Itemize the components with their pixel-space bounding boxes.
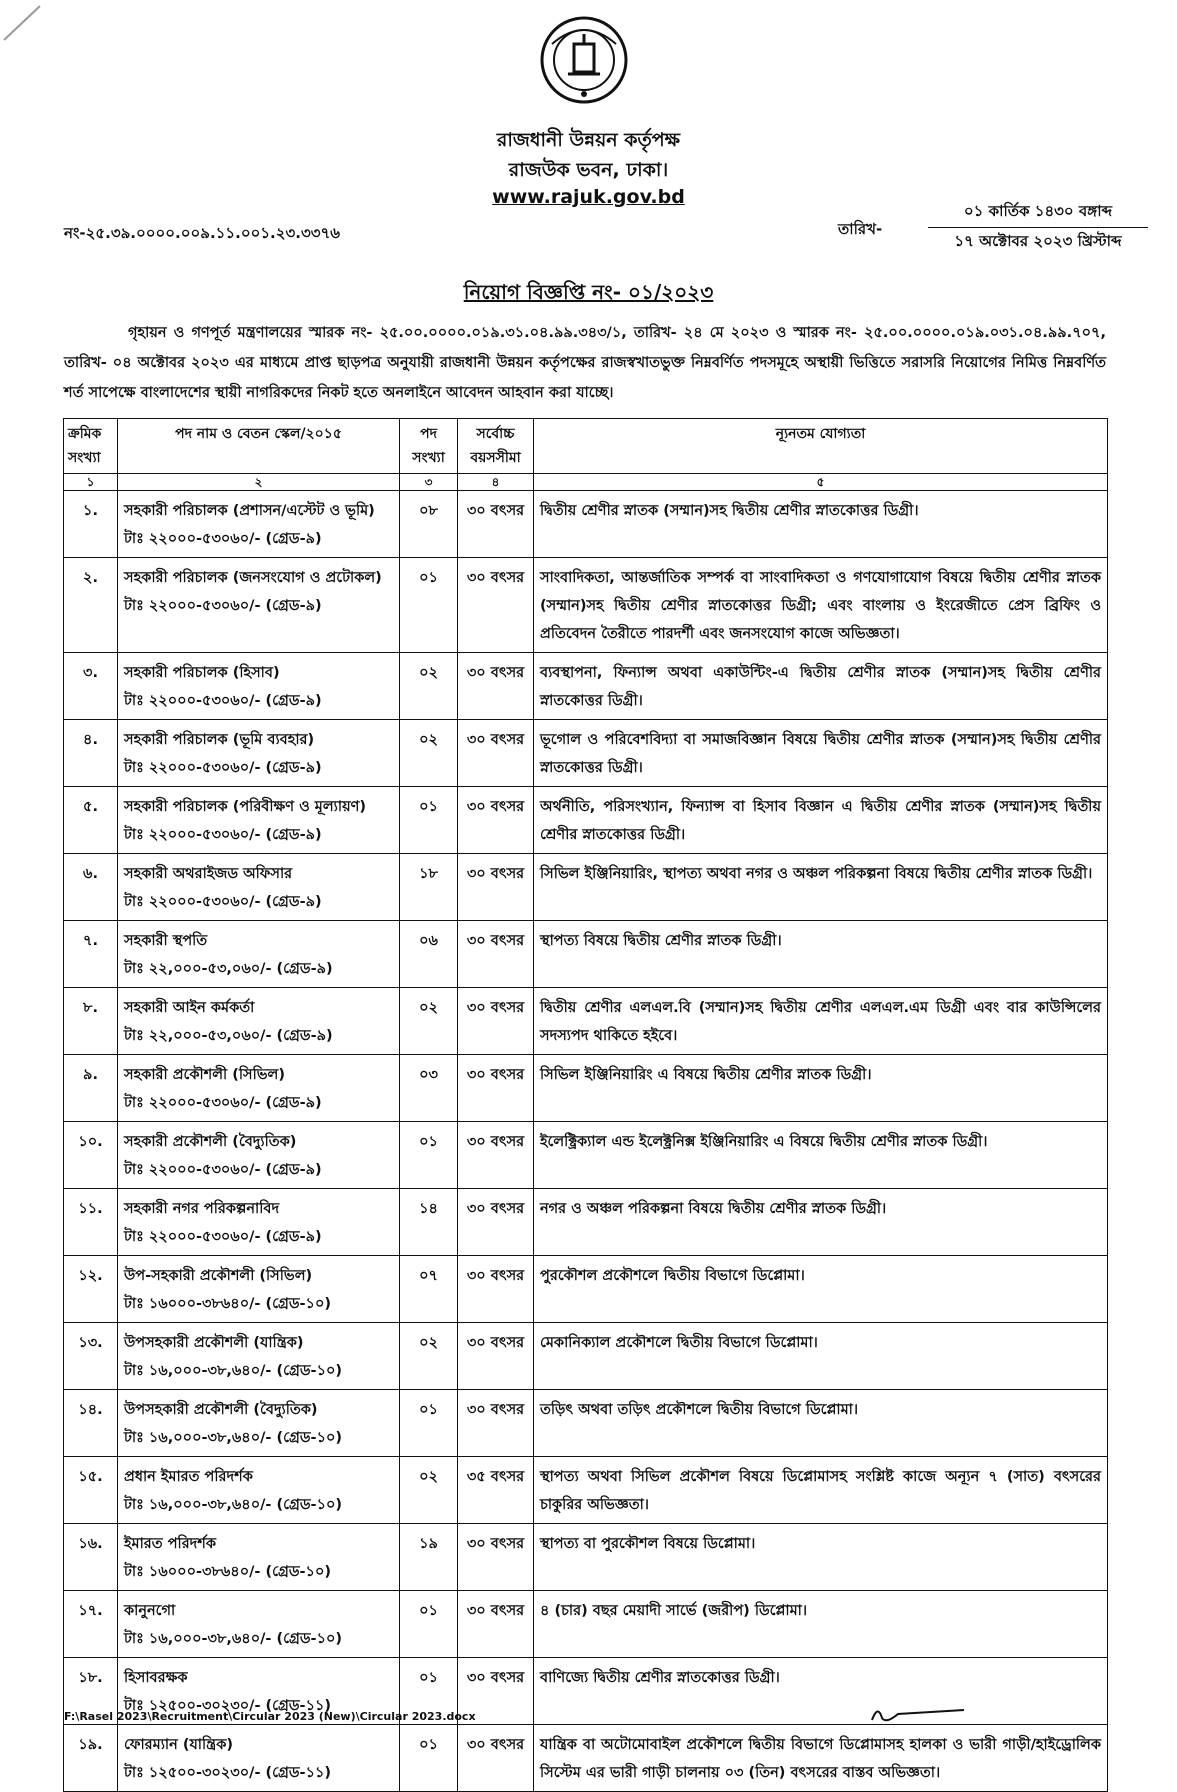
pen-mark — [0, 0, 48, 48]
row-qualification: মেকানিক্যাল প্রকৌশলে দ্বিতীয় বিভাগে ডিপ্লোমা। — [534, 1323, 1108, 1390]
memo-number: নং-২৫.৩৯.০০০০.০০৯.১১.০০১.২৩.৩৩৭৬ — [64, 224, 340, 242]
row-post-name: সহকারী প্রকৌশলী (সিভিল) — [124, 1067, 285, 1083]
table-row — [64, 653, 1108, 720]
row-age-limit: ৩০ বৎসর — [458, 921, 534, 988]
row-pay-scale: টাঃ ২২০০০-৫৩০৬০/- (গ্রেড-৯) — [124, 1229, 322, 1245]
row-post-count: ১৮ — [400, 854, 458, 921]
row-post-count: ০১ — [400, 558, 458, 653]
row-pay-scale: টাঃ ১৬০০০-৩৮৬৪০/- (গ্রেড-১০) — [124, 1564, 332, 1580]
row-serial: ১৩. — [64, 1323, 118, 1390]
table-row — [64, 558, 1108, 653]
file-path: F:\Rasel 2023\Recruitment\Circular 2023 (New)\Circular 2023.docx — [64, 1710, 476, 1723]
row-post-cell — [118, 1591, 400, 1658]
row-post-name: কানুনগো — [124, 1603, 176, 1619]
row-qualification: ভূগোল ও পরিবেশবিদ্যা বা সমাজবিজ্ঞান বিষয়ে দ্বিতীয় শ্রেণীর স্নাতক (সম্মান)সহ দ্বিতীয় শ্রেণীর স্নাতকোত্তর ডিগ্রী। — [534, 720, 1108, 787]
col-number: ২ — [118, 474, 400, 491]
row-post-name: ফোরম্যান (যান্ত্রিক) — [124, 1737, 233, 1753]
row-age-limit: ৩০ বৎসর — [458, 1658, 534, 1725]
row-post-cell — [118, 1256, 400, 1323]
notice-title — [0, 278, 1177, 311]
row-pay-scale: টাঃ ১৬,০০০-৩৮,৬৪০/- (গ্রেড-১০) — [124, 1631, 343, 1647]
row-pay-scale: টাঃ ১৬০০০-৩৮৬৪০/- (গ্রেড-১০) — [124, 1296, 332, 1312]
row-qualification: ইলেক্ট্রিক্যাল এন্ড ইলেক্ট্রনিক্স ইঞ্জিনিয়ারিং এ বিষয়ে দ্বিতীয় শ্রেণীর স্নাতক ডিগ্রী। — [534, 1122, 1108, 1189]
row-post-cell — [118, 787, 400, 854]
row-age-limit: ৩০ বৎসর — [458, 1390, 534, 1457]
row-post-count: ০২ — [400, 1323, 458, 1390]
table-row — [64, 1457, 1108, 1524]
row-age-limit: ৩০ বৎসর — [458, 558, 534, 653]
row-qualification: সাংবাদিকতা, আন্তর্জাতিক সম্পর্ক বা সাংবাদিকতা ও গণযোগাযোগ বিষয়ে দ্বিতীয় শ্রেণীর স্নাতক (সম্মান)সহ দ্বিতীয় শ্রেণীর স্নাতকোত্তর ডিগ্রী; এবং বাংলায় ও ইংরেজীতে প্রেস ব্রিফিং ও প্রতিবেদন তৈরীতে পারদর্শী এবং জনসংযোগ কাজে অভিজ্ঞতা। — [534, 558, 1108, 653]
row-age-limit: ৩০ বৎসর — [458, 720, 534, 787]
signature-mark — [868, 1700, 968, 1726]
rajuk-seal-icon — [538, 14, 630, 106]
table-row — [64, 1256, 1108, 1323]
table-row — [64, 921, 1108, 988]
row-pay-scale: টাঃ ১৬,০০০-৩৮,৬৪০/- (গ্রেড-১০) — [124, 1363, 343, 1379]
header-qualification: ন্যূনতম যোগ্যতা — [534, 419, 1108, 474]
row-age-limit: ৩০ বৎসর — [458, 787, 534, 854]
row-pay-scale: টাঃ ১৬,০০০-৩৮,৬৪০/- (গ্রেড-১০) — [124, 1497, 343, 1513]
header-serial: ক্রমিক সংখ্যা — [64, 419, 118, 474]
row-post-name: সহকারী পরিচালক (পরিবীক্ষণ ও মূল্যায়ণ) — [124, 799, 367, 815]
row-post-count: ০১ — [400, 1658, 458, 1725]
row-post-name: উপসহকারী প্রকৌশলী (যান্ত্রিক) — [124, 1335, 304, 1351]
row-serial: ৪. — [64, 720, 118, 787]
row-post-count: ০২ — [400, 988, 458, 1055]
row-post-name: সহকারী পরিচালক (জনসংযোগ ও প্রটোকল) — [124, 570, 382, 586]
row-pay-scale: টাঃ ২২০০০-৫৩০৬০/- (গ্রেড-৯) — [124, 1162, 322, 1178]
row-post-cell — [118, 720, 400, 787]
table-row — [64, 1323, 1108, 1390]
row-post-count: ০৭ — [400, 1256, 458, 1323]
date-label: তারিখ- — [838, 220, 883, 238]
notice-title-text: নিয়োগ বিজ্ঞপ্তি নং- ০১/২০২৩ — [463, 280, 714, 304]
table-row — [64, 1189, 1108, 1256]
row-serial: ৭. — [64, 921, 118, 988]
org-address: রাজউক ভবন, ঢাকা। — [508, 159, 669, 181]
row-qualification: স্থাপত্য বা পুরকৌশল বিষয়ে ডিপ্লোমা। — [534, 1524, 1108, 1591]
row-pay-scale: টাঃ ২২,০০০-৫৩,০৬০/- (গ্রেড-৯) — [124, 1028, 333, 1044]
row-age-limit: ৩০ বৎসর — [458, 653, 534, 720]
row-post-cell — [118, 988, 400, 1055]
table-row — [64, 854, 1108, 921]
row-qualification: সিভিল ইঞ্জিনিয়ারিং এ বিষয়ে দ্বিতীয় শ্রেণীর স্নাতক ডিগ্রী। — [534, 1055, 1108, 1122]
row-post-cell — [118, 1055, 400, 1122]
row-post-count: ০২ — [400, 653, 458, 720]
row-post-name: সহকারী পরিচালক (হিসাব) — [124, 665, 280, 681]
row-pay-scale: টাঃ ২২০০০-৫৩০৬০/- (গ্রেড-৯) — [124, 894, 322, 910]
row-post-count: ০৩ — [400, 1055, 458, 1122]
row-qualification: বাণিজ্যে দ্বিতীয় শ্রেণীর স্নাতকোত্তর ডিগ্রী। — [534, 1658, 1108, 1725]
row-post-name: উপ-সহকারী প্রকৌশলী (সিভিল) — [124, 1268, 313, 1284]
row-serial: ২. — [64, 558, 118, 653]
row-age-limit: ৩০ বৎসর — [458, 1189, 534, 1256]
website-link[interactable]: www.rajuk.gov.bd — [492, 186, 685, 208]
row-post-cell — [118, 653, 400, 720]
row-post-count: ০১ — [400, 1725, 458, 1792]
row-pay-scale: টাঃ ১৬,০০০-৩৮,৬৪০/- (গ্রেড-১০) — [124, 1430, 343, 1446]
col-number: ৪ — [458, 474, 534, 491]
row-post-cell — [118, 1457, 400, 1524]
row-qualification: পুরকৌশল প্রকৌশলে দ্বিতীয় বিভাগে ডিপ্লোমা। — [534, 1256, 1108, 1323]
row-serial: ১৬. — [64, 1524, 118, 1591]
row-age-limit: ৩০ বৎসর — [458, 988, 534, 1055]
row-qualification: দ্বিতীয় শ্রেণীর স্নাতক (সম্মান)সহ দ্বিতীয় শ্রেণীর স্নাতকোত্তর ডিগ্রী। — [534, 491, 1108, 558]
row-post-name: সহকারী নগর পরিকল্পনাবিদ — [124, 1201, 280, 1217]
row-post-name: উপসহকারী প্রকৌশলী (বৈদ্যুতিক) — [124, 1402, 318, 1418]
row-qualification: তড়িৎ অথবা তড়িৎ প্রকৌশলে দ্বিতীয় বিভাগে ডিপ্লোমা। — [534, 1390, 1108, 1457]
row-serial: ১২. — [64, 1256, 118, 1323]
row-post-name: সহকারী অথরাইজড অফিসার — [124, 866, 293, 882]
row-post-name: হিসাবরক্ষক — [124, 1670, 188, 1686]
row-age-limit: ৩০ বৎসর — [458, 1524, 534, 1591]
row-qualification: নগর ও অঞ্চল পরিকল্পনা বিষয়ে দ্বিতীয় শ্রেণীর স্নাতক ডিগ্রী। — [534, 1189, 1108, 1256]
row-post-cell — [118, 1390, 400, 1457]
row-post-count: ০৮ — [400, 491, 458, 558]
row-pay-scale: টাঃ ১২৫০০-৩০২৩০/- (গ্রেড-১১) — [124, 1698, 332, 1714]
table-row — [64, 720, 1108, 787]
row-post-count: ১৯ — [400, 1524, 458, 1591]
row-post-count: ০১ — [400, 787, 458, 854]
row-post-cell — [118, 854, 400, 921]
table-row — [64, 1591, 1108, 1658]
date-bangla: ০১ কার্তিক ১৪৩০ বঙ্গাব্দ — [928, 200, 1148, 228]
row-post-name: সহকারী পরিচালক (ভূমি ব্যবহার) — [124, 732, 315, 748]
table-row — [64, 491, 1108, 558]
table-row — [64, 1055, 1108, 1122]
row-post-name: প্রধান ইমারত পরিদর্শক — [124, 1469, 253, 1485]
row-serial: ৯. — [64, 1055, 118, 1122]
row-serial: ১৪. — [64, 1390, 118, 1457]
row-qualification: স্থাপত্য অথবা সিভিল প্রকৌশল বিষয়ে ডিপ্লোমাসহ সংশ্লিষ্ট কাজে অন্যূন ৭ (সাত) বৎসরের চাকুরির অভিজ্ঞতা। — [534, 1457, 1108, 1524]
row-post-name: সহকারী পরিচালক (প্রশাসন/এস্টেট ও ভূমি) — [124, 503, 375, 519]
row-qualification: অর্থনীতি, পরিসংখ্যান, ফিন্যান্স বা হিসাব বিজ্ঞান এ দ্বিতীয় শ্রেণীর স্নাতক (সম্মান)সহ দ্বিতীয় শ্রেণীর স্নাতকোত্তর ডিগ্রী। — [534, 787, 1108, 854]
intro-text: গৃহায়ন ও গণপূর্ত মন্ত্রণালয়ের স্মারক নং- ২৫.০০.০০০০.০১৯.৩১.০৪.৯৯.৩৪৩/১, তারিখ- ২৪ মে ২০২৩ ও স্মারক নং- ২৫.০০.০০০০.০১৯.০৩১.০৪.৯৯.৭০৭, তারিখ- ০৪ অক্টোবর ২০২৩ এর মাধ্যমে প্রাপ্ত ছাড়পত্র অনুযায়ী রাজধানী উন্নয়ন কর্তৃপক্ষের রাজস্বখাতভুক্ত নিম্নবর্ণিত পদসমূহে অস্থায়ী ভিত্তিতে সরাসরি নিয়োগের নিমিত্ত নিম্নবর্ণিত শর্ত সাপেক্ষে বাংলাদেশের স্থায়ী নাগরিকদের নিকট হতে অনলাইনে আবেদন আহবান করা যাচ্ছে। — [64, 325, 1106, 401]
row-qualification: ব্যবস্থাপনা, ফিন্যান্স অথবা একাউন্টিং-এ দ্বিতীয় শ্রেণীর স্নাতক (সম্মান)সহ দ্বিতীয় শ্রেণীর স্নাতকোত্তর ডিগ্রী। — [534, 653, 1108, 720]
row-age-limit: ৩০ বৎসর — [458, 854, 534, 921]
row-post-cell — [118, 1725, 400, 1792]
row-post-name: সহকারী আইন কর্মকর্তা — [124, 1000, 255, 1016]
row-post-count: ০১ — [400, 1122, 458, 1189]
intro-paragraph — [64, 318, 1106, 408]
row-post-name: সহকারী প্রকৌশলী (বৈদ্যুতিক) — [124, 1134, 297, 1150]
row-post-count: ০৬ — [400, 921, 458, 988]
org-name: রাজধানী উন্নয়ন কর্তৃপক্ষ — [496, 129, 681, 151]
row-serial: ৬. — [64, 854, 118, 921]
row-post-count: ০১ — [400, 1390, 458, 1457]
row-post-cell — [118, 921, 400, 988]
row-post-cell — [118, 1189, 400, 1256]
vacancy-table — [63, 418, 1108, 1792]
row-age-limit: ৩০ বৎসর — [458, 1725, 534, 1792]
row-post-cell — [118, 558, 400, 653]
row-serial: ১৫. — [64, 1457, 118, 1524]
table-row — [64, 1122, 1108, 1189]
row-qualification: যান্ত্রিক বা অটোমোবাইল প্রকৌশলে দ্বিতীয় বিভাগে ডিপ্লোমাসহ হালকা ও ভারী গাড়ী/হাইড্রোলিক সিস্টেম এর ভারী গাড়ী চালনায় ০৩ (তিন) বৎসরের বাস্তব অভিজ্ঞতা। — [534, 1725, 1108, 1792]
row-serial: ১. — [64, 491, 118, 558]
row-serial: ১৭. — [64, 1591, 118, 1658]
row-post-cell — [118, 1524, 400, 1591]
date-block — [838, 200, 1148, 260]
column-number-row — [64, 474, 1108, 491]
row-post-name: সহকারী স্থপতি — [124, 933, 208, 949]
row-age-limit: ৩০ বৎসর — [458, 1055, 534, 1122]
row-serial: ৮. — [64, 988, 118, 1055]
row-serial: ১৮. — [64, 1658, 118, 1725]
row-age-limit: ৩৫ বৎসর — [458, 1457, 534, 1524]
row-age-limit: ৩০ বৎসর — [458, 1591, 534, 1658]
row-post-count: ১৪ — [400, 1189, 458, 1256]
date-english: ১৭ অক্টোবর ২০২৩ খ্রিস্টাব্দ — [954, 232, 1122, 250]
row-post-count: ০২ — [400, 720, 458, 787]
row-post-count: ০২ — [400, 1457, 458, 1524]
row-serial: ১৯. — [64, 1725, 118, 1792]
col-number: ৫ — [534, 474, 1108, 491]
row-pay-scale: টাঃ ২২০০০-৫৩০৬০/- (গ্রেড-৯) — [124, 693, 322, 709]
table-row — [64, 988, 1108, 1055]
row-age-limit: ৩০ বৎসর — [458, 1122, 534, 1189]
row-post-cell — [118, 491, 400, 558]
row-serial: ১১. — [64, 1189, 118, 1256]
row-pay-scale: টাঃ ২২০০০-৫৩০৬০/- (গ্রেড-৯) — [124, 827, 322, 843]
row-serial: ৫. — [64, 787, 118, 854]
row-serial: ৩. — [64, 653, 118, 720]
row-pay-scale: টাঃ ১২৫০০-৩০২৩০/- (গ্রেড-১১) — [124, 1765, 332, 1781]
row-post-cell — [118, 1122, 400, 1189]
row-post-name: ইমারত পরিদর্শক — [124, 1536, 217, 1552]
row-serial: ১০. — [64, 1122, 118, 1189]
row-qualification: ৪ (চার) বছর মেয়াদী সার্ভে (জরীপ) ডিপ্লোমা। — [534, 1591, 1108, 1658]
table-header-row — [64, 419, 1108, 474]
row-qualification: স্থাপত্য বিষয়ে দ্বিতীয় শ্রেণীর স্নাতক ডিগ্রী। — [534, 921, 1108, 988]
row-post-count: ০১ — [400, 1591, 458, 1658]
row-pay-scale: টাঃ ২২,০০০-৫৩,০৬০/- (গ্রেড-৯) — [124, 961, 333, 977]
row-post-cell — [118, 1323, 400, 1390]
header-age: সর্বোচ্চ বয়সসীমা — [458, 419, 534, 474]
row-pay-scale: টাঃ ২২০০০-৫৩০৬০/- (গ্রেড-৯) — [124, 531, 322, 547]
row-age-limit: ৩০ বৎসর — [458, 1323, 534, 1390]
col-number: ৩ — [400, 474, 458, 491]
row-pay-scale: টাঃ ২২০০০-৫৩০৬০/- (গ্রেড-৯) — [124, 1095, 322, 1111]
row-qualification: সিভিল ইঞ্জিনিয়ারিং, স্থাপত্য অথবা নগর ও অঞ্চল পরিকল্পনা বিষয়ে দ্বিতীয় শ্রেণীর স্নাতক ডিগ্রী। — [534, 854, 1108, 921]
table-row — [64, 1725, 1108, 1792]
table-row — [64, 787, 1108, 854]
table-row — [64, 1390, 1108, 1457]
row-qualification: দ্বিতীয় শ্রেণীর এলএল.বি (সম্মান)সহ দ্বিতীয় শ্রেণীর এলএল.এম ডিগ্রী এবং বার কাউন্সিলের সদস্যপদ থাকিতে হইবে। — [534, 988, 1108, 1055]
table-row — [64, 1524, 1108, 1591]
row-age-limit: ৩০ বৎসর — [458, 491, 534, 558]
row-pay-scale: টাঃ ২২০০০-৫৩০৬০/- (গ্রেড-৯) — [124, 760, 322, 776]
col-number: ১ — [64, 474, 118, 491]
header-post: পদ নাম ও বেতন স্কেল/২০১৫ — [118, 419, 400, 474]
row-age-limit: ৩০ বৎসর — [458, 1256, 534, 1323]
row-pay-scale: টাঃ ২২০০০-৫৩০৬০/- (গ্রেড-৯) — [124, 598, 322, 614]
header-count: পদ সংখ্যা — [400, 419, 458, 474]
